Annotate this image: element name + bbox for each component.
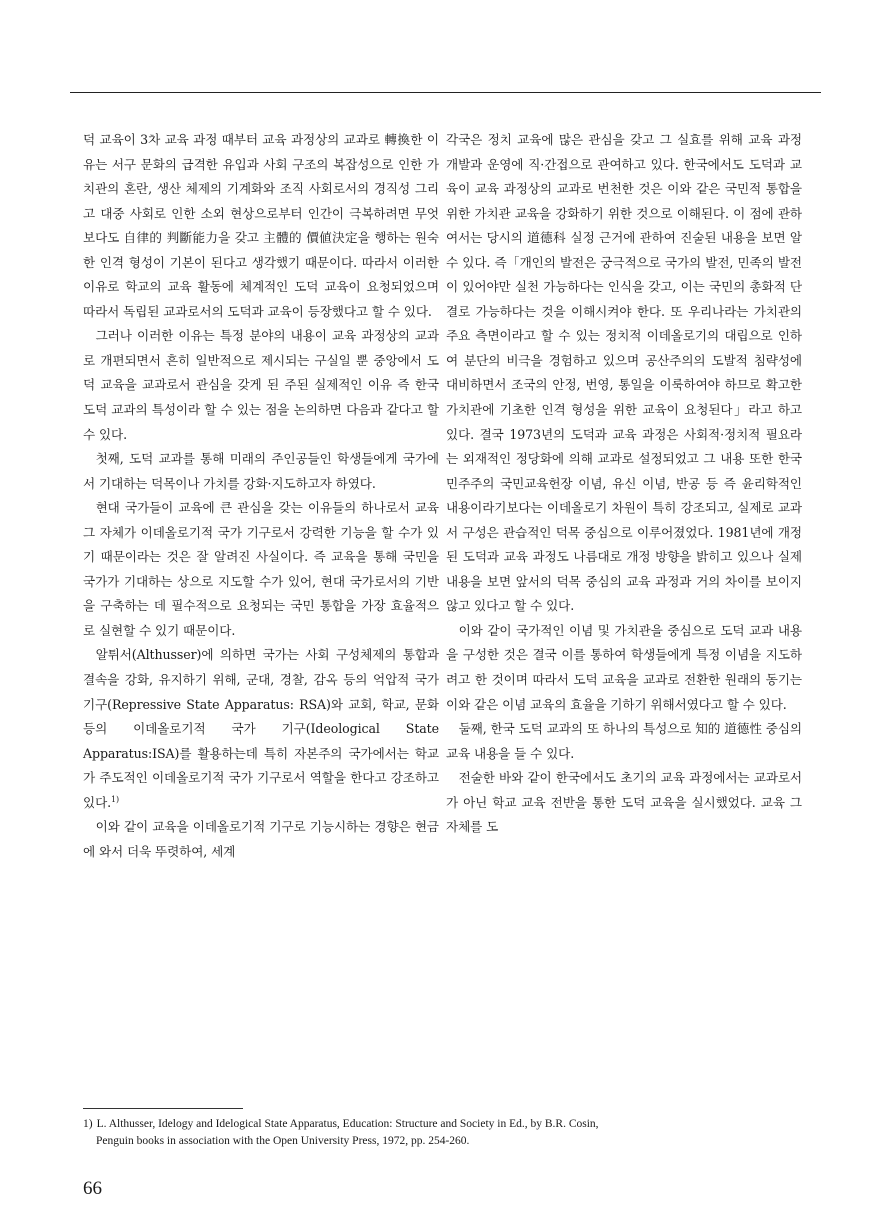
footnote-rule bbox=[83, 1108, 243, 1109]
paragraph: 첫째, 도덕 교과를 통해 미래의 주인공들인 학생들에게 국가에서 기대하는 덕목이나 가치를 강화·지도하고자 하였다. bbox=[83, 451, 439, 491]
paragraph: 그러나 이러한 이유는 특정 분야의 내용이 교육 과정상의 교과로 개편되면서 흔히 일반적으로 제시되는 구실일 뿐 중앙에서 도덕 교육을 교과로서 관심을 갖게 된 주된 실제적인 이유 즉 한국 도덕 교과의 특성이라 할 수 있는 점을 논의하면 다음과 같다고 할 수 있다. bbox=[83, 328, 439, 442]
paragraph: 둘째, 한국 도덕 교과의 또 하나의 특성으로 知的 道德性 중심의 교육 내용을 들 수 있다. bbox=[446, 721, 802, 761]
header-rule bbox=[70, 92, 821, 93]
footnote-line-continued: Penguin books in association with the Open University Press, 1972, pp. 254-260. bbox=[96, 1135, 470, 1147]
footnote-reference[interactable]: 1) bbox=[111, 794, 120, 804]
paragraph: 이와 같이 교육을 이데올로기적 기구로 기능시하는 경향은 현금에 와서 더욱 뚜렷하여, 세계 bbox=[83, 819, 439, 859]
paragraph-text: 알튀서(Althusser)에 의하면 국가는 사회 구성체제의 통합과 결속을 강화, 유지하기 위해, 군대, 경찰, 감옥 등의 억압적 국가 기구(Repressive State Apparatus: RSA)와 교회, 학교, 문화 등의 이데올로기적 국가 기구(Ideological State Apparatus:ISA)를 활용하는데 특히 자본주의 국가에서는 학교가 주도적인 이데올로기적 국가 기구로서 역할을 한다고 강조하고 있다. bbox=[83, 647, 439, 810]
paragraph: 이와 같이 국가적인 이념 및 가치관을 중심으로 도덕 교과 내용을 구성한 것은 결국 이를 통하여 학생들에게 특정 이념을 지도하려고 한 것이며 따라서 도덕 교육을 교과로 전환한 원래의 동기는 이와 같은 이념 교육의 효율을 기하기 위해서였다고 할 수 있다. bbox=[446, 622, 802, 712]
paragraph: 전술한 바와 같이 한국에서도 초기의 교육 과정에서는 교과로서가 아닌 학교 교육 전반을 통한 도덕 교육을 실시했었다. 교육 그 자체를 도 bbox=[446, 770, 802, 835]
paragraph-with-footnote bbox=[83, 643, 439, 815]
paragraph-continued: 각국은 정치 교육에 많은 관심을 갖고 그 실효를 위해 교육 과정 개발과 운영에 직·간접으로 관여하고 있다. 한국에서도 도덕과 교육이 교육 과정상의 교과로 번천한 것은 이와 같은 국민적 통합을 위한 가치관 교육을 강화하기 위한 것으로 이해된다. 이 점에 관하여서는 당시의 道德科 실정 근거에 관하여 진술된 내용을 보면 알 수 있다. 즉「개인의 발전은 궁극적으로 국가의 발전, 민족의 발전이 있어야만 실천 가능하다는 인식을 갖고, 이는 국민의 총화적 단결로 가능하다는 것을 이해시켜야 한다. 또 우리나라는 가치관의 주요 측면이라고 할 수 있는 정치적 이데올로기의 대립으로 인하여 분단의 비극을 경험하고 있으며 공산주의의 도발적 침략성에 대비하면서 조국의 안정, 번영, 통일을 이룩하여야 하므로 확고한 가치관에 기초한 인격 형성을 위한 교육이 요청된다」라고 하고 있다. 결국 1973년의 도덕과 교육 과정은 사회적·정치적 필요라는 외재적인 정당화에 의해 교과로 설정되었고 그 내용 또한 한국 민주주의 국민교육헌장 이념, 유신 이념, 반공 등 즉 윤리학적인 내용이라기보다는 이데올로기 차원이 특히 강조되고, 실제로 교과서 구성은 관습적인 덕목 중심으로 이루어졌었다. 1981년에 개정된 도덕과 교육 과정도 나름대로 개정 방향을 밝히고 있으나 실제 내용을 보면 앞서의 덕목 중심의 교육 과정과 거의 차이를 보이지 않고 있다고 할 수 있다. bbox=[446, 132, 802, 614]
page-number: 66 bbox=[83, 1178, 102, 1199]
paragraph: 현대 국가들이 교육에 큰 관심을 갖는 이유들의 하나로서 교육 그 자체가 이데올로기적 국가 기구로서 강력한 기능을 할 수가 있기 때문이라는 것은 잘 알려진 사실이다. 즉 교육을 통해 국민을 국가가 기대하는 상으로 지도할 수가 있어, 현대 국가로서의 기반을 구축하는 데 필수적으로 요청되는 국민 통합을 가장 효율적으로 실현할 수 있기 때문이다. bbox=[83, 500, 439, 638]
left-column bbox=[83, 128, 439, 864]
footnote bbox=[83, 1116, 805, 1150]
paragraph-continued: 덕 교육이 3차 교육 과정 때부터 교육 과정상의 교과로 轉換한 이유는 서구 문화의 급격한 유입과 사회 구조의 복잡성으로 인한 가치관의 혼란, 생산 체제의 기계화와 조직 사회로서의 경직성 그리고 대중 사회로 인한 소외 현상으로부터 인간이 극복하려면 무엇보다도 自律的 判斷能力을 갖고 主體的 價値決定을 행하는 원숙한 인격 형성이 기본이 된다고 생각했기 때문이다. 따라서 이러한 이유로 학교의 교육 활동에 체계적인 도덕 교육이 요청되었으며 따라서 독립된 교과로서의 도덕과 교육이 등장했다고 할 수 있다. bbox=[83, 132, 439, 319]
footnote-number: 1) bbox=[83, 1118, 93, 1130]
right-column bbox=[446, 128, 802, 840]
footnote-text: L. Althusser, Idelogy and Idelogical State Apparatus, Education: Structure and Society in Ed., by B.R. Cosin, bbox=[96, 1118, 599, 1130]
footnote-line bbox=[83, 1116, 805, 1133]
